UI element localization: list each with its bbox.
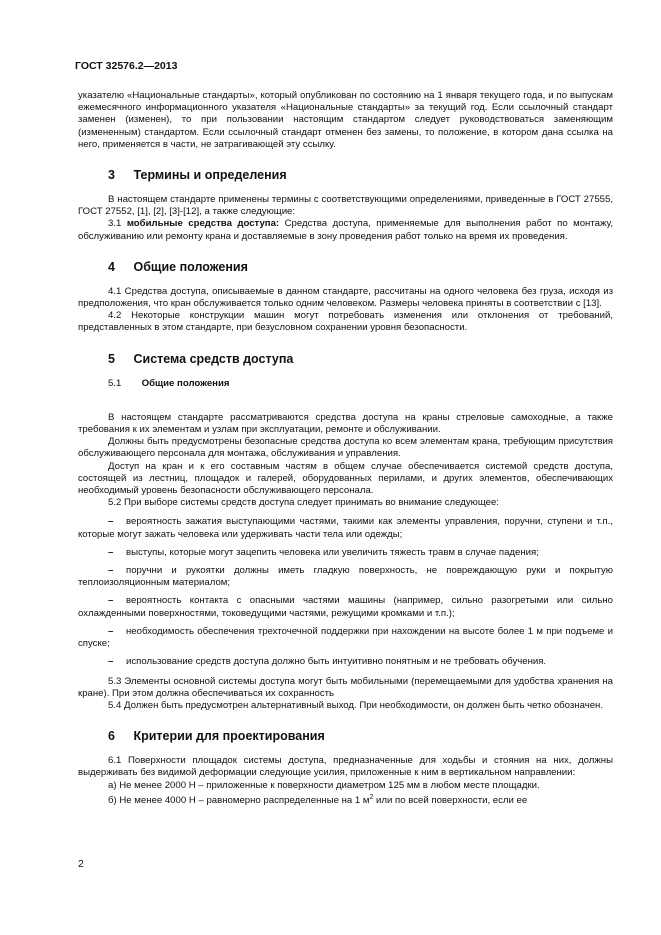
section-number: 4 — [108, 259, 115, 274]
page-header: ГОСТ 32576.2—2013 — [75, 60, 178, 72]
subsection-number: 5.1 — [108, 377, 122, 389]
page-number: 2 — [78, 858, 84, 870]
intro-paragraph: указателю «Национальные стандарты», который опубликован по состоянию на 1 января текущего года, и по выпускам ежемесячного информационного указателя «Национальные стандарты» за текущий год. Если ссылочный стандарт заменен (изменен), то при пользовании настоящим стандартом следует руководствоваться заменяющим (измененным) стандартом. Если ссылочный стандарт отменен без замены, то положение, в котором дана ссылка на него, применяется в части, не затрагивающей эту ссылку. — [78, 90, 613, 150]
paragraph: 6.1 Поверхности площадок системы доступа, предназначенные для ходьбы и стояния на них, должны выдерживать без видимой деформации следующие усилия, приложенные к ним в вертикальном направлении: — [78, 755, 613, 779]
section-title: Критерии для проектирования — [133, 729, 325, 744]
page-content — [78, 90, 613, 807]
section-title: Система средств доступа — [133, 351, 294, 366]
term: мобильные средства доступа: — [126, 218, 280, 230]
paragraph-text: или по всей поверхности, если ее — [373, 794, 528, 806]
list-item — [78, 656, 613, 668]
section-title: Общие положения — [133, 259, 248, 274]
paragraph: Должны быть предусмотрены безопасные средства доступа ко всем элементам крана, требующим присутствия обслуживающего персонала для монтажа, обслуживания и управления. — [78, 436, 613, 460]
section-5-heading — [108, 352, 613, 366]
subsection-heading — [108, 378, 613, 390]
list-item-text: вероятность контакта с опасными частями машины (например, сильно разогретыми или сильно охлажденными поверхностями, токоведущими частями, режущими кромками и т.п.); — [78, 595, 613, 619]
paragraph: В настоящем стандарте применены термины с соответствующими определениями, приведенные в ГОСТ 27555, ГОСТ 27552, [1], [2], [3]-[12], а также следующие: — [78, 194, 613, 218]
section-number: 3 — [108, 168, 115, 183]
paragraph: 5.4 Должен быть предусмотрен альтернативный выход. При необходимости, он должен быть четко обозначен. — [108, 699, 604, 711]
list-item-text: вероятность зажатия выступающими частями, такими как элементы управления, поручни, ступени и т.п., которые могут зажать человека или удерживать части тела или одежды; — [78, 516, 613, 540]
list-item-text: необходимость обеспечения трехточечной поддержки при нахождении на высоте более 1 м при подъеме и спуске; — [78, 625, 613, 650]
term-number: 3.1 — [108, 218, 122, 230]
paragraph: 4.2 Некоторые конструкции машин могут потребовать изменения или отклонения от требований, представленных в этом стандарте, при безусловном сохранении уровня безопасности. — [78, 310, 613, 334]
section-3-heading — [108, 168, 613, 182]
dash-mark: – — [108, 565, 114, 577]
list-item — [78, 595, 613, 619]
list-item — [78, 626, 613, 650]
dash-mark: – — [108, 516, 114, 528]
paragraph: 4.1 Средства доступа, описываемые в данном стандарте, рассчитаны на одного человека без груза, исходя из предположения, что кран обслуживается только одним человеком. Размеры человека приняты в соответствии с [13]. — [78, 285, 613, 310]
paragraph: а) Не менее 2000 Н – приложенные к поверхности диаметром 125 мм в любом месте площадки. — [108, 779, 540, 791]
dash-mark: – — [108, 595, 114, 607]
list-item — [78, 565, 613, 589]
dash-mark: – — [108, 625, 114, 637]
paragraph — [78, 792, 613, 807]
superscript: 2 — [369, 793, 374, 801]
section-title: Термины и определения — [133, 168, 287, 183]
paragraph: В настоящем стандарте рассматриваются средства доступа на краны стреловые самоходные, а также требования к их элементам и узлам при эксплуатации, ремонте и обслуживании. — [78, 411, 613, 436]
paragraph-text: б) Не менее 4000 Н – равномерно распределенные на 1 м — [108, 794, 370, 806]
section-4-heading — [108, 260, 613, 274]
section-number: 6 — [108, 729, 115, 744]
list-item-text: поручни и рукоятки должны иметь гладкую поверхность, не повреждающую руки и покрытую теплоизоляционным материалом; — [78, 565, 613, 589]
list-item-text: использование средств доступа должно быть интуитивно понятным и не требовать обучения. — [126, 656, 547, 668]
list-item — [78, 516, 613, 540]
term-text: Средства доступа, применяемые для выполнения работ по монтажу, обслуживанию или ремонту крана и доставляемые в зону проведения работ только на время их проведения. — [78, 218, 614, 242]
term-definition — [78, 218, 613, 242]
paragraph: Доступ на кран и к его составным частям в общем случае обеспечивается системой средств доступа, состоящей из лестниц, площадок и галерей, оборудованных перилами, и других элементов, обеспечивающих необходимый уровень безопасности обслуживающего персонала. — [78, 460, 613, 497]
paragraph: 5.3 Элементы основной системы доступа могут быть мобильными (перемещаемыми для удобства хранения на кране). При этом должна обеспечиваться их сохранность — [78, 675, 613, 699]
subsection-title: Общие положения — [141, 377, 230, 389]
list-item — [78, 547, 613, 559]
section-6-heading — [108, 729, 613, 743]
paragraph: 5.2 При выборе системы средств доступа следует принимать во внимание следующее: — [108, 497, 499, 509]
dash-mark: – — [108, 656, 114, 668]
section-number: 5 — [108, 351, 115, 366]
dash-mark: – — [108, 546, 114, 558]
list-item-text: выступы, которые могут зацепить человека или увеличить тяжесть травм в случае падения; — [126, 546, 539, 558]
